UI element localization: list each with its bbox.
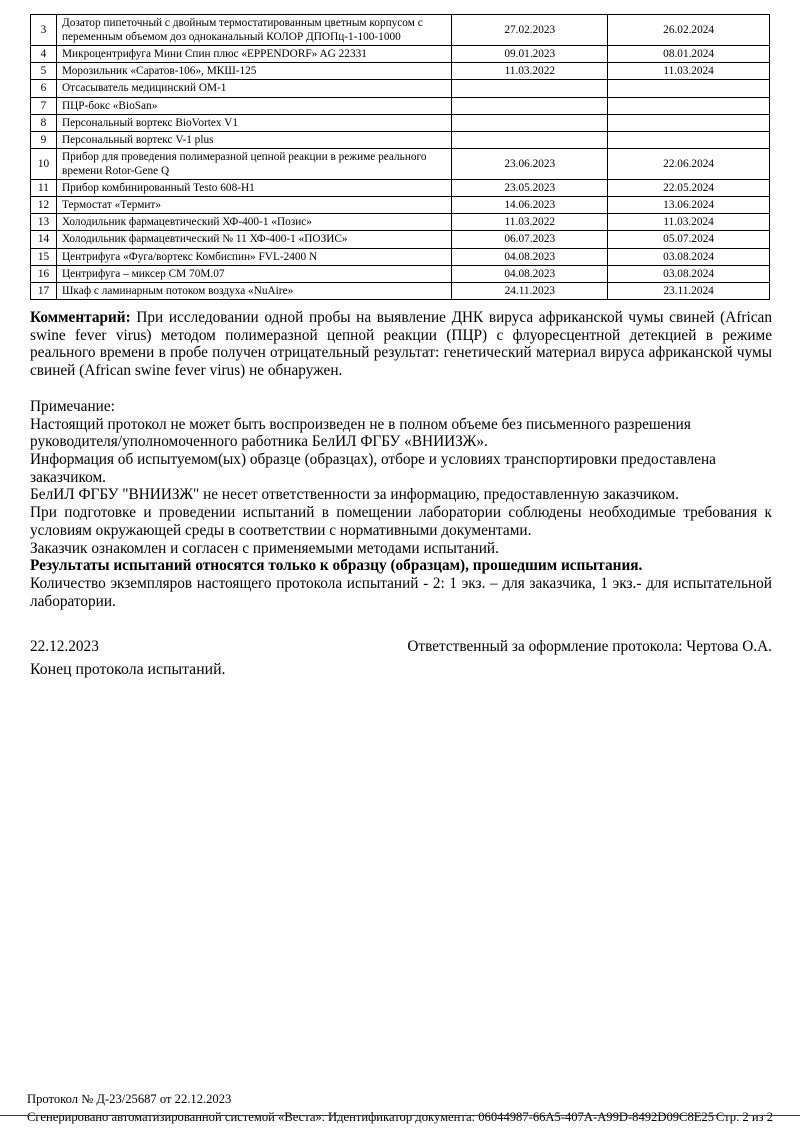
table-cell-date1: 09.01.2023 (452, 46, 608, 63)
notes-lines (30, 416, 772, 611)
table-cell-date2: 23.11.2024 (608, 282, 770, 299)
note-line: БелИЛ ФГБУ "ВНИИЗЖ" не несет ответственности за информацию, предоставленную заказчиком. (30, 486, 679, 504)
note-line: Результаты испытаний относятся только к образцу (образцам), прошедшим испытания. (30, 557, 643, 575)
table-cell-date1 (452, 97, 608, 114)
table-cell-name: Прибор комбинированный Testo 608-H1 (56, 180, 451, 197)
table-cell-name: ПЦР-бокс «BioSan» (56, 97, 451, 114)
table-row (31, 214, 770, 231)
table-cell-name: Прибор для проведения полимеразной цепной реакции в режиме реального времени Rotor-Gene Q (56, 148, 451, 179)
table-row (31, 197, 770, 214)
table-cell-num: 8 (31, 114, 57, 131)
end-of-protocol-text: Конец протокола испытаний. (30, 660, 226, 678)
notes-title: Примечание: (30, 397, 115, 415)
table-cell-date1 (452, 131, 608, 148)
page-footer (27, 1090, 773, 1127)
table-cell-num: 9 (31, 131, 57, 148)
table-cell-date1: 14.06.2023 (452, 197, 608, 214)
table-cell-name: Дозатор пипеточный с двойным термостатированным цветным корпусом с переменным объемом доз одноканальный КОЛОР ДПОПц-1-100-1000 (56, 15, 451, 46)
table-row (31, 97, 770, 114)
table-cell-date2: 13.06.2024 (608, 197, 770, 214)
table-cell-date2: 03.08.2024 (608, 248, 770, 265)
table-cell-date2 (608, 80, 770, 97)
table-cell-num: 14 (31, 231, 57, 248)
table-row (31, 131, 770, 148)
table-row (31, 282, 770, 299)
table-cell-date1 (452, 80, 608, 97)
comment-text: При исследовании одной пробы на выявление ДНК вируса африканской чумы свиней (African swine fever virus) методом полимеразной цепной реакции (ПЦР) с флуоресцентной детекцией в режиме реального времени в пробе получен отрицательный результат: генетический материал вируса африканской чумы свиней (African swine fever virus) не обнаружен. (30, 308, 772, 380)
note-line: Количество экземпляров настоящего протокола испытаний - 2: 1 экз. – для заказчика, 1 экз.- для испытательной лаборатории. (30, 575, 772, 610)
table-cell-name: Микроцентрифуга Мини Спин плюс «EPPENDORF» AG 22331 (56, 46, 451, 63)
table-cell-num: 11 (31, 180, 57, 197)
table-cell-date2: 11.03.2024 (608, 214, 770, 231)
note-line: Заказчик ознакомлен и согласен с применяемыми методами испытаний. (30, 539, 499, 557)
comment-label: Комментарий: (30, 308, 131, 326)
table-row (31, 180, 770, 197)
table-cell-date2 (608, 97, 770, 114)
table-row (31, 46, 770, 63)
table-cell-date2: 26.02.2024 (608, 15, 770, 46)
table-cell-num: 3 (31, 15, 57, 46)
equipment-table-body (31, 15, 770, 300)
footer-separator-line (0, 1115, 800, 1116)
table-cell-num: 7 (31, 97, 57, 114)
table-cell-date1: 04.08.2023 (452, 265, 608, 282)
table-cell-name: Отсасыватель медицинский ОМ-1 (56, 80, 451, 97)
table-cell-date2 (608, 131, 770, 148)
footer-generated-text: Сгенерировано автоматизированной системой «Веста». Идентификатор документа: 06044987-66A5-407A-A99D-8492D09C8E25 (27, 1109, 715, 1124)
table-cell-date1: 23.06.2023 (452, 148, 608, 179)
table-row (31, 114, 770, 131)
table-cell-date1: 27.02.2023 (452, 15, 608, 46)
table-cell-date1: 24.11.2023 (452, 282, 608, 299)
table-cell-date2: 05.07.2024 (608, 231, 770, 248)
table-cell-num: 15 (31, 248, 57, 265)
table-cell-date2: 11.03.2024 (608, 63, 770, 80)
footer-protocol-number: Протокол № Д-23/25687 от 22.12.2023 (27, 1091, 232, 1106)
table-row (31, 248, 770, 265)
responsible-person: Ответственный за оформление протокола: Чертова О.А. (407, 637, 772, 655)
table-cell-date1: 23.05.2023 (452, 180, 608, 197)
note-line: Информация об испытуемом(ых) образце (образцах), отборе и условиях транспортировки предоставлена заказчиком. (30, 451, 716, 486)
table-cell-num: 16 (31, 265, 57, 282)
table-cell-name: Холодильник фармацевтический № 11 ХФ-400-1 «ПОЗИС» (56, 231, 451, 248)
table-cell-name: Морозильник «Саратов-106», МКШ-125 (56, 63, 451, 80)
table-cell-num: 4 (31, 46, 57, 63)
table-cell-name: Шкаф с ламинарным потоком воздуха «NuAire» (56, 282, 451, 299)
table-cell-date1: 11.03.2022 (452, 214, 608, 231)
footer-page-number: Стр. 2 из 2 (715, 1109, 773, 1124)
table-cell-date2 (608, 114, 770, 131)
table-cell-name: Центрифуга – миксер СМ 70М.07 (56, 265, 451, 282)
table-cell-date2: 22.05.2024 (608, 180, 770, 197)
table-cell-date1: 04.08.2023 (452, 248, 608, 265)
table-cell-name: Центрифуга «Фуга/вортекс Комбиспин» FVL-2400 N (56, 248, 451, 265)
equipment-table (30, 14, 770, 300)
comment-paragraph (30, 309, 772, 380)
table-cell-date2: 08.01.2024 (608, 46, 770, 63)
table-cell-name: Термостат «Термит» (56, 197, 451, 214)
notes-section (30, 398, 772, 611)
table-cell-num: 13 (31, 214, 57, 231)
table-cell-date1 (452, 114, 608, 131)
table-cell-num: 5 (31, 63, 57, 80)
table-cell-name: Персональный вортекс V-1 plus (56, 131, 451, 148)
table-cell-date1: 11.03.2022 (452, 63, 608, 80)
signature-row (30, 638, 772, 656)
footer-generated-row (27, 1108, 773, 1126)
table-cell-num: 10 (31, 148, 57, 179)
note-line: При подготовке и проведении испытаний в помещении лаборатории соблюдены необходимые требования к условиям окружающей среды в соответствии с нормативными документами. (30, 504, 772, 539)
note-line: Настоящий протокол не может быть воспроизведен не в полном объеме без письменного разрешения руководителя/уполномоченного работника БелИЛ ФГБУ «ВНИИЗЖ». (30, 415, 691, 451)
table-row (31, 80, 770, 97)
table-row (31, 265, 770, 282)
table-cell-num: 17 (31, 282, 57, 299)
table-cell-date2: 03.08.2024 (608, 265, 770, 282)
table-cell-num: 6 (31, 80, 57, 97)
table-row (31, 63, 770, 80)
table-row (31, 148, 770, 179)
table-row (31, 231, 770, 248)
table-cell-date1: 06.07.2023 (452, 231, 608, 248)
table-cell-name: Персональный вортекс BioVortex V1 (56, 114, 451, 131)
table-cell-num: 12 (31, 197, 57, 214)
protocol-date: 22.12.2023 (30, 637, 99, 655)
table-cell-date2: 22.06.2024 (608, 148, 770, 179)
table-cell-name: Холодильник фармацевтический ХФ-400-1 «Позис» (56, 214, 451, 231)
table-row (31, 15, 770, 46)
